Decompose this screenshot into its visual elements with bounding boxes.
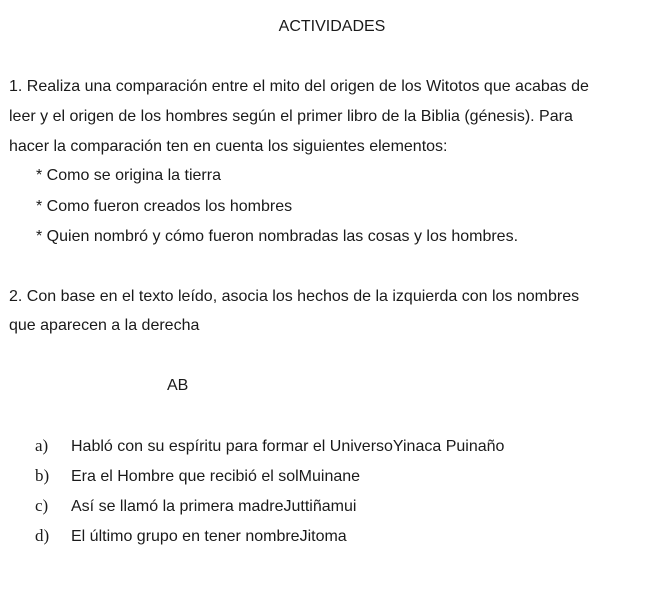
q1-text-line-1: 1. Realiza una comparación entre el mito del origen de los Witotos que acabas de (9, 78, 589, 95)
page-title: ACTIVIDADES (278, 18, 386, 35)
list-item (35, 526, 347, 547)
q1-bullet-2: * Como fueron creados los hombres (36, 198, 293, 215)
q2-text-line-1: 2. Con base en el texto leído, asocia los hechos de la izquierda con los nombres (9, 288, 580, 305)
item-label: d) (35, 526, 50, 545)
list-item (35, 436, 504, 457)
item-text: Habló con su espíritu para formar el UniversoYinaca Puinaño (71, 438, 505, 455)
item-text: Era el Hombre que recibió el solMuinane (71, 468, 361, 485)
item-text: Así se llamó la primera madreJuttiñamui (71, 498, 357, 515)
q1-text-line-2: leer y el origen de los hombres según el primer libro de la Biblia (génesis). Para (9, 108, 573, 125)
q2-text-line-2: que aparecen a la derecha (9, 317, 200, 334)
list-item (35, 496, 356, 517)
item-label: b) (35, 466, 50, 485)
item-label: a) (35, 436, 49, 455)
item-text: El último grupo en tener nombreJitoma (71, 528, 347, 545)
q1-bullet-1: * Como se origina la tierra (36, 167, 221, 184)
q1-text-line-3: hacer la comparación ten en cuenta los siguientes elementos: (9, 138, 448, 155)
q1-bullet-3: * Quien nombró y cómo fueron nombradas las cosas y los hombres. (36, 228, 519, 245)
item-label: c) (35, 496, 49, 515)
list-item (35, 466, 360, 487)
columns-header: AB (167, 377, 189, 394)
